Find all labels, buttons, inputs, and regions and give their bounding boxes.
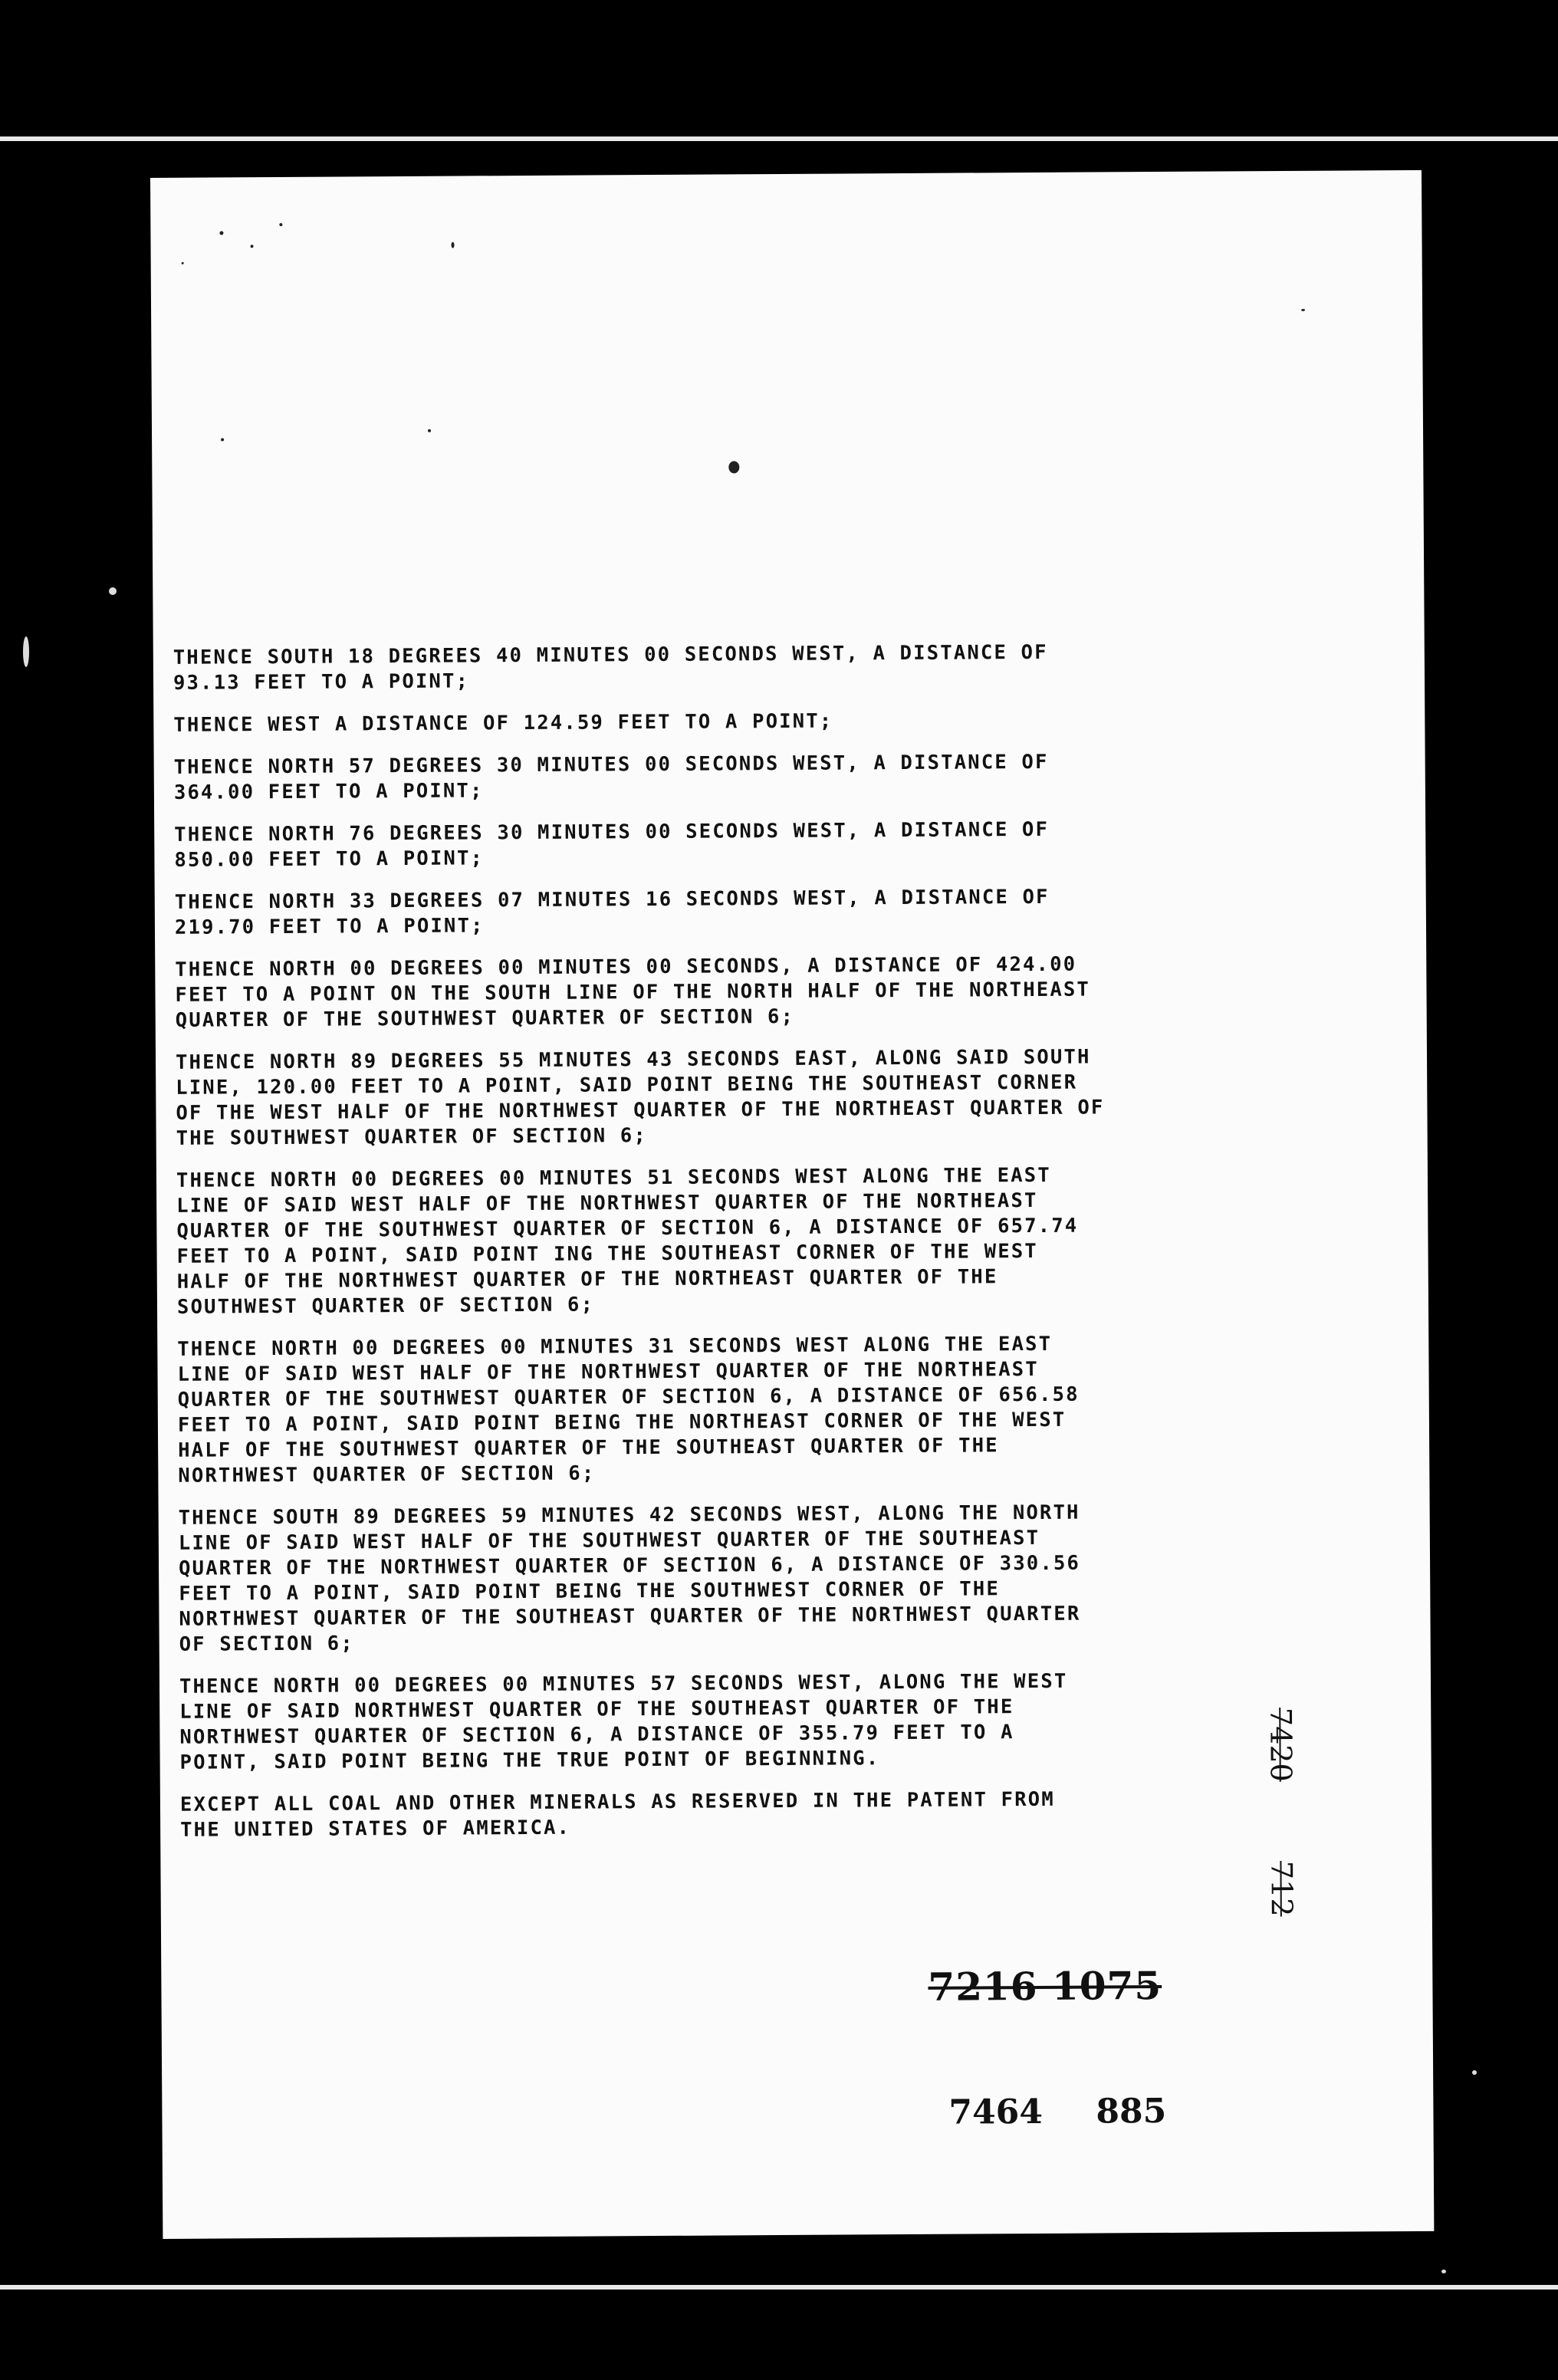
paragraph-9: THENCE NORTH 00 DEGREES 00 MINUTES 31 SECONDS WEST ALONG THE EAST LINE OF SAID WEST HALF OF THE NORTHWEST QUARTER OF THE NORTHEAST QUARTER OF THE SOUTHWEST QUARTER OF SECTION 6, A DISTANCE OF 656.58 FEET TO A POINT, SAID POINT BEING THE NORTHEAST CORNER OF THE WEST HALF OF THE SOUTHWEST QUARTER OF THE SOUTHEAST QUARTER OF THE NORTHWEST QUARTER OF SECTION 6; [177, 1332, 1080, 1488]
margin-note-2: 712 [1264, 1860, 1299, 1917]
scan-speck [182, 262, 184, 265]
scanner-bottom-edge [0, 2285, 1558, 2290]
paragraph-5: THENCE NORTH 33 DEGREES 07 MINUTES 16 SECONDS WEST, A DISTANCE OF 219.70 FEET TO A POINT; [174, 885, 1050, 939]
recording-book: 7464 [948, 2092, 1044, 2132]
scan-speck [1472, 2070, 1477, 2075]
paragraph-1: THENCE SOUTH 18 DEGREES 40 MINUTES 00 SECONDS WEST, A DISTANCE OF 93.13 FEET TO A POINT; [173, 640, 1048, 695]
scan-speck [452, 242, 455, 248]
scan-speck [1441, 2270, 1446, 2273]
scanner-top-edge [0, 136, 1558, 141]
paragraph-7: THENCE NORTH 89 DEGREES 55 MINUTES 43 SECONDS EAST, ALONG SAID SOUTH LINE, 120.00 FEET TO A POINT, SAID POINT BEING THE SOUTHEAST CORNER OF THE WEST HALF OF THE NORTHWEST QUARTER OF THE NORTHEAST QUARTER OF THE SOUTHWEST QUARTER OF SECTION 6; [175, 1045, 1105, 1150]
scan-speck [251, 245, 254, 248]
scan-speck [728, 461, 739, 473]
scan-speck [23, 636, 29, 667]
document-page [150, 170, 1434, 2239]
scan-speck [219, 231, 223, 235]
recording-page: 885 [1096, 2091, 1167, 2132]
paragraph-12: EXCEPT ALL COAL AND OTHER MINERALS AS RESERVED IN THE PATENT FROM THE UNITED STATES OF AMERICA. [179, 1787, 1055, 1842]
scan-speck [279, 223, 282, 226]
scan-speck [428, 429, 431, 432]
struck-recording-number: 7216 1075 [928, 1962, 1162, 2010]
scan-speck [109, 587, 117, 595]
paragraph-10: THENCE SOUTH 89 DEGREES 59 MINUTES 42 SECONDS WEST, ALONG THE NORTH LINE OF SAID WEST HALF OF THE SOUTHWEST QUARTER OF THE SOUTHEAST QUARTER OF THE NORTHWEST QUARTER OF SECTION 6, A DISTANCE OF 330.56 FEET TO A POINT, SAID POINT BEING THE SOUTHWEST CORNER OF THE NORTHWEST QUARTER OF THE SOUTHEAST QUARTER OF THE NORTHWEST QUARTER OF SECTION 6; [178, 1501, 1081, 1656]
paragraph-8: THENCE NORTH 00 DEGREES 00 MINUTES 51 SECONDS WEST ALONG THE EAST LINE OF SAID WEST HALF OF THE NORTHWEST QUARTER OF THE NORTHEAST QUARTER OF THE SOUTHWEST QUARTER OF SECTION 6, A DISTANCE OF 657.74 FEET TO A POINT, SAID POINT ING THE SOUTHEAST CORNER OF THE WEST HALF OF THE NORTHWEST QUARTER OF THE NORTHEAST QUARTER OF THE SOUTHWEST QUARTER OF SECTION 6; [176, 1163, 1079, 1319]
paragraph-2: THENCE WEST A DISTANCE OF 124.59 FEET TO A POINT; [173, 709, 833, 737]
paragraph-3: THENCE NORTH 57 DEGREES 30 MINUTES 00 SECONDS WEST, A DISTANCE OF 364.00 FEET TO A POINT; [173, 750, 1049, 804]
legal-description-body [173, 639, 1285, 1860]
paragraph-4: THENCE NORTH 76 DEGREES 30 MINUTES 00 SECONDS WEST, A DISTANCE OF 850.00 FEET TO A POINT; [174, 817, 1050, 872]
paragraph-6: THENCE NORTH 00 DEGREES 00 MINUTES 00 SECONDS, A DISTANCE OF 424.00 FEET TO A POINT ON THE SOUTH LINE OF THE NORTH HALF OF THE NORTHEAST QUARTER OF THE SOUTHWEST QUARTER OF SECTION 6; [175, 952, 1091, 1032]
scan-speck [1301, 309, 1305, 311]
paragraph-11: THENCE NORTH 00 DEGREES 00 MINUTES 57 SECONDS WEST, ALONG THE WEST LINE OF SAID NORTHWEST QUARTER OF THE SOUTHEAST QUARTER OF THE NORTHWEST QUARTER OF SECTION 6, A DISTANCE OF 355.79 FEET TO A POINT, SAID POINT BEING THE TRUE POINT OF BEGINNING. [179, 1669, 1068, 1774]
margin-note-1: 7420 [1264, 1707, 1298, 1782]
scan-speck [221, 438, 224, 441]
